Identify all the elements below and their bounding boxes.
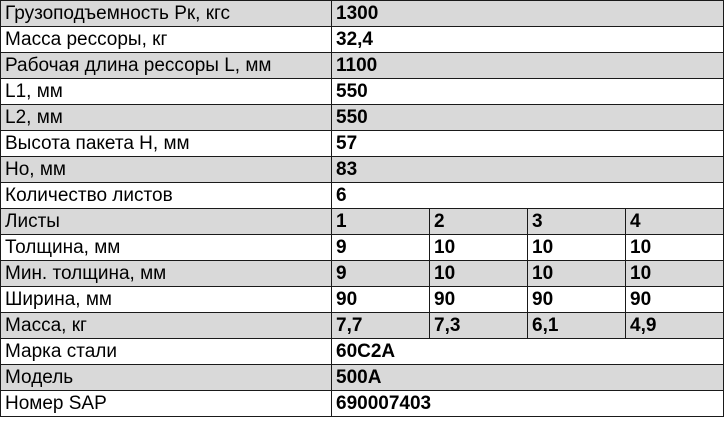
row-value: 9 [332, 235, 430, 261]
table-row [1, 261, 724, 287]
row-label: Масса рессоры, кг [1, 27, 332, 53]
row-value: 4,9 [626, 313, 724, 339]
row-value: 1300 [332, 1, 724, 27]
row-label: Грузоподъемность Рк, кгс [1, 1, 332, 27]
row-label: L2, мм [1, 105, 332, 131]
table-row [1, 313, 724, 339]
table-row [1, 131, 724, 157]
row-value: 90 [430, 287, 528, 313]
table-row [1, 53, 724, 79]
row-value: 550 [332, 79, 724, 105]
row-value: 10 [528, 235, 626, 261]
row-label: Листы [1, 209, 332, 235]
row-value: 83 [332, 157, 724, 183]
row-value: 1 [332, 209, 430, 235]
table-row [1, 27, 724, 53]
row-value: 4 [626, 209, 724, 235]
row-value: 10 [528, 261, 626, 287]
row-value: 10 [430, 261, 528, 287]
row-label: Масса, кг [1, 313, 332, 339]
row-value: 2 [430, 209, 528, 235]
row-label: Ho, мм [1, 157, 332, 183]
table-row [1, 183, 724, 209]
row-label: L1, мм [1, 79, 332, 105]
table-row [1, 79, 724, 105]
row-label: Модель [1, 365, 332, 391]
row-label: Номер SAP [1, 391, 332, 417]
row-label: Рабочая длина рессоры L, мм [1, 53, 332, 79]
row-value: 32,4 [332, 27, 724, 53]
table-row [1, 105, 724, 131]
table-row [1, 287, 724, 313]
row-value: 10 [430, 235, 528, 261]
table-row [1, 365, 724, 391]
row-value: 90 [332, 287, 430, 313]
row-value: 500А [332, 365, 724, 391]
row-value: 90 [626, 287, 724, 313]
row-value: 10 [626, 261, 724, 287]
row-value: 9 [332, 261, 430, 287]
row-value: 7,7 [332, 313, 430, 339]
row-value: 10 [626, 235, 724, 261]
table-row [1, 1, 724, 27]
row-label: Высота пакета H, мм [1, 131, 332, 157]
table-row [1, 391, 724, 417]
table-row [1, 157, 724, 183]
row-label: Мин. толщина, мм [1, 261, 332, 287]
row-value: 57 [332, 131, 724, 157]
row-label: Ширина, мм [1, 287, 332, 313]
row-value: 6 [332, 183, 724, 209]
table-row [1, 235, 724, 261]
row-value: 90 [528, 287, 626, 313]
row-value: 1100 [332, 53, 724, 79]
row-value: 60С2А [332, 339, 724, 365]
row-value: 3 [528, 209, 626, 235]
row-label: Количество листов [1, 183, 332, 209]
table-row [1, 339, 724, 365]
row-label: Марка стали [1, 339, 332, 365]
row-value: 690007403 [332, 391, 724, 417]
row-value: 7,3 [430, 313, 528, 339]
row-value: 550 [332, 105, 724, 131]
row-value: 6,1 [528, 313, 626, 339]
table-row [1, 209, 724, 235]
row-label: Толщина, мм [1, 235, 332, 261]
